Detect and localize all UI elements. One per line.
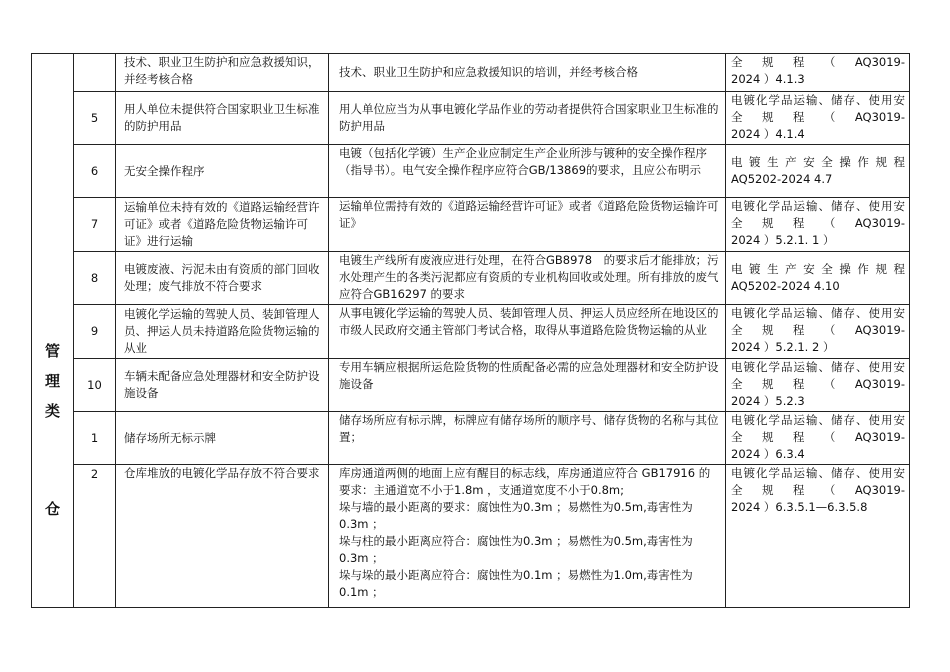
requirement-cell: 技术、职业卫生防护和应急救援知识的培训，并经考核合格 bbox=[329, 54, 726, 92]
basis-cell bbox=[726, 198, 910, 252]
table-row bbox=[32, 92, 910, 145]
table-row bbox=[32, 54, 910, 92]
basis-line: 2024 ）5.2.1. 2 ） bbox=[731, 340, 835, 354]
basis-line: 电 镀 生 产 安 全 操 作 规 程 bbox=[731, 155, 905, 169]
table-row bbox=[32, 305, 910, 359]
requirement-cell: 专用车辆应根据所运危险货物的性质配备必需的应急处理器材和安全防护设施设备 bbox=[329, 359, 726, 412]
problem-cell: 技术、职业卫生防护和应急救援知识，并经考核合格 bbox=[116, 54, 329, 92]
table-row bbox=[32, 465, 910, 608]
basis-line: 2024 ）4.1.3 bbox=[731, 72, 805, 86]
table-row bbox=[32, 252, 910, 305]
row-number: 1 bbox=[74, 412, 116, 465]
basis-cell bbox=[726, 92, 910, 145]
requirement-cell: 电镀（包括化学镀）生产企业应制定生产企业所涉与镀种的安全操作程序（指导书）。电气安全操作程序应符合GB/13869的要求，且应公布明示 bbox=[329, 145, 726, 198]
requirement-cell bbox=[329, 465, 726, 608]
basis-line: 电镀化学品运输、储存、使用安 bbox=[731, 93, 905, 107]
basis-cell bbox=[726, 465, 910, 608]
row-number: 8 bbox=[74, 252, 116, 305]
row-number: 6 bbox=[74, 145, 116, 198]
basis-line: 电镀化学品运输、储存、使用安 bbox=[731, 466, 905, 480]
basis-line: AQ5202-2024 4.10 bbox=[731, 279, 840, 293]
row-number: 5 bbox=[74, 92, 116, 145]
basis-line: 2024 ）4.1.4 bbox=[731, 127, 805, 141]
requirement-line: 垛与柱的最小距离应符合：腐蚀性为0.3m ；易燃性为0.5m,毒害性为0.3m ； bbox=[339, 534, 693, 565]
requirement-line: 垛与垛的最小距离应符合：腐蚀性为0.1m ；易燃性为1.0m,毒害性为0.1m ； bbox=[339, 568, 693, 599]
basis-line: 2024 ）6.3.4 bbox=[731, 447, 805, 461]
problem-cell: 电镀化学运输的驾驶人员、装卸管理人员、押运人员未持道路危险货物运输的从业 bbox=[116, 305, 329, 359]
basis-line: 2024 ）6.3.5.1—6.3.5.8 bbox=[731, 500, 868, 514]
table-row bbox=[32, 359, 910, 412]
basis-line: 全 规 程 （ AQ3019- bbox=[731, 110, 905, 124]
basis-line: 全 规 程 （ AQ3019- bbox=[731, 483, 905, 497]
problem-cell: 仓库堆放的电镀化学品存放不符合要求 bbox=[116, 465, 329, 608]
requirement-line: 库房通道两侧的地面上应有醒目的标志线，库房通道应符合 GB17916 的要求：主通道宽不小于1.8m ，支通道宽度不小于0.8m; bbox=[339, 466, 711, 497]
row-number: 7 bbox=[74, 198, 116, 252]
basis-cell bbox=[726, 54, 910, 92]
row-number: 9 bbox=[74, 305, 116, 359]
requirement-cell: 电镀生产线所有废液应进行处理，在符合GB8978 的要求后才能排放；污水处理产生的各类污泥都应有资质的专业机构回收或处理。所有排放的废气应符合GB16297 的要求 bbox=[329, 252, 726, 305]
basis-line: 2024 ）5.2.1. 1 ） bbox=[731, 233, 835, 247]
problem-cell: 无安全操作程序 bbox=[116, 145, 329, 198]
basis-cell bbox=[726, 359, 910, 412]
requirement-cell: 储存场所应有标示牌，标牌应有储存场所的顺序号、储存货物的名称与其位置； bbox=[329, 412, 726, 465]
requirement-line: 垛与墙的最小距离的要求：腐蚀性为0.3m ；易燃性为0.5m,毒害性为0.3m ； bbox=[339, 500, 693, 531]
basis-line: 全 规 程 （ AQ3019- bbox=[731, 323, 905, 337]
table-row bbox=[32, 198, 910, 252]
requirement-cell: 从事电镀化学运输的驾驶人员、装卸管理人员、押运人员应经所在地设区的市级人民政府交通主管部门考试合格，取得从事道路危险货物运输的从业 bbox=[329, 305, 726, 359]
category-char: 仓 bbox=[44, 500, 60, 518]
requirement-cell: 运输单位需持有效的《道路运输经营许可证》或者《道路危险货物运输许可证》 bbox=[329, 198, 726, 252]
basis-cell bbox=[726, 145, 910, 198]
problem-cell: 储存场所无标示牌 bbox=[116, 412, 329, 465]
problem-cell: 车辆未配备应急处理器材和安全防护设施设备 bbox=[116, 359, 329, 412]
table-row bbox=[32, 145, 910, 198]
requirement-cell: 用人单位应当为从事电镀化学品作业的劳动者提供符合国家职业卫生标准的防护用品 bbox=[329, 92, 726, 145]
problem-cell: 用人单位未提供符合国家职业卫生标准的防护用品 bbox=[116, 92, 329, 145]
basis-line: 全 规 程 （ AQ3019- bbox=[731, 55, 905, 69]
row-number: 10 bbox=[74, 359, 116, 412]
category-char: 管 bbox=[44, 342, 60, 360]
category-char: 类 bbox=[44, 402, 60, 420]
category-char: 理 bbox=[44, 372, 60, 390]
row-number: 2 bbox=[74, 465, 116, 608]
basis-cell bbox=[726, 252, 910, 305]
basis-cell bbox=[726, 412, 910, 465]
basis-line: AQ5202-2024 4.7 bbox=[731, 172, 833, 186]
basis-line: 全 规 程 （ AQ3019- bbox=[731, 216, 905, 230]
basis-line: 电镀化学品运输、储存、使用安 bbox=[731, 306, 905, 320]
basis-cell bbox=[726, 305, 910, 359]
basis-line: 全 规 程 （ AQ3019- bbox=[731, 430, 905, 444]
basis-line: 电镀化学品运输、储存、使用安 bbox=[731, 360, 905, 374]
hazard-table bbox=[31, 53, 910, 608]
basis-line: 电镀化学品运输、储存、使用安 bbox=[731, 413, 905, 427]
row-number bbox=[74, 54, 116, 92]
category-column bbox=[32, 54, 74, 608]
basis-line: 电 镀 生 产 安 全 操 作 规 程 bbox=[731, 262, 905, 276]
basis-line: 2024 ）5.2.3 bbox=[731, 394, 805, 408]
basis-line: 全 规 程 （ AQ3019- bbox=[731, 377, 905, 391]
problem-cell: 运输单位未持有效的《道路运输经营许可证》或者《道路危险货物运输许可证》进行运输 bbox=[116, 198, 329, 252]
table-row bbox=[32, 412, 910, 465]
basis-line: 电镀化学品运输、储存、使用安 bbox=[731, 199, 905, 213]
problem-cell: 电镀废液、污泥未由有资质的部门回收处理；废气排放不符合要求 bbox=[116, 252, 329, 305]
